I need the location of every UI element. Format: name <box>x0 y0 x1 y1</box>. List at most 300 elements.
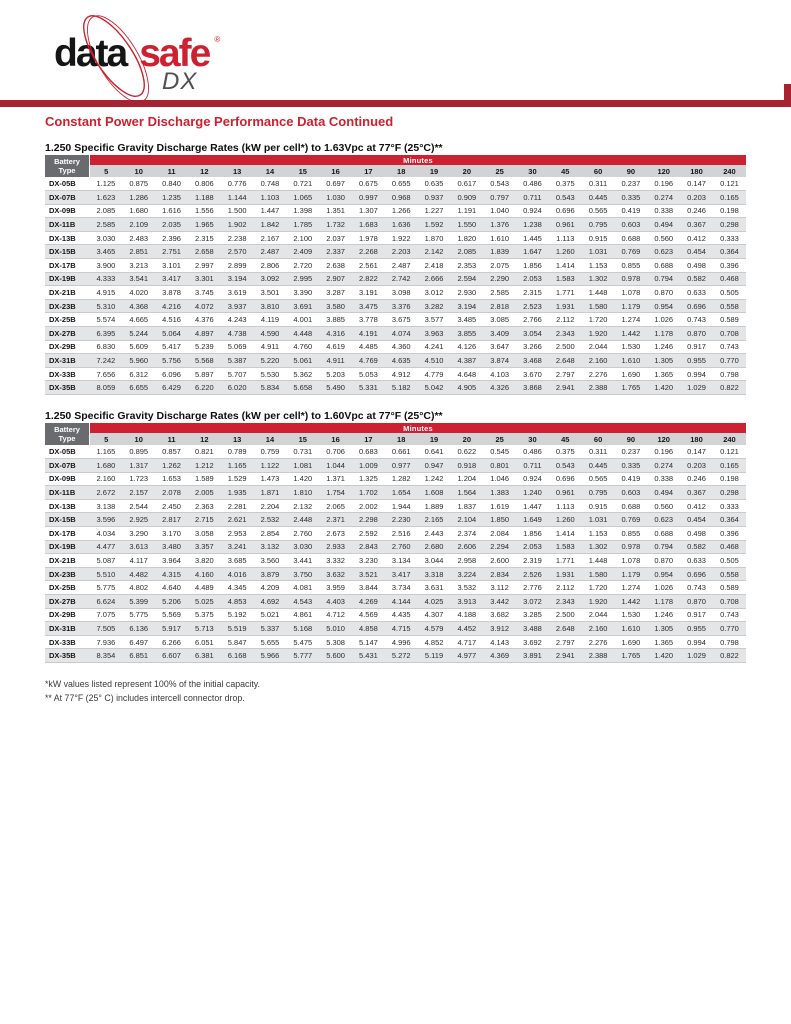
table-row <box>45 513 746 527</box>
value-cell: 4.316 <box>319 327 352 341</box>
value-cell: 1.448 <box>582 554 615 568</box>
value-cell: 0.367 <box>680 486 713 500</box>
value-cell: 5.431 <box>352 649 385 663</box>
value-cell: 3.376 <box>385 299 418 313</box>
value-cell: 0.870 <box>680 595 713 609</box>
value-cell: 2.715 <box>188 513 221 527</box>
value-cell: 4.326 <box>483 381 516 395</box>
value-cell: 0.543 <box>483 177 516 191</box>
value-cell: 2.592 <box>352 527 385 541</box>
value-cell: 5.609 <box>122 340 155 354</box>
value-cell: 1.754 <box>319 486 352 500</box>
value-cell: 7.505 <box>90 622 123 636</box>
value-cell: 1.931 <box>549 567 582 581</box>
battery-type-cell: DX-31B <box>45 622 90 636</box>
value-cell: 2.396 <box>155 231 188 245</box>
value-cell: 2.532 <box>254 513 287 527</box>
value-cell: 2.907 <box>319 272 352 286</box>
table-row <box>45 327 746 341</box>
value-cell: 3.318 <box>418 567 451 581</box>
value-cell: 2.448 <box>286 513 319 527</box>
battery-type-cell: DX-13B <box>45 499 90 513</box>
value-cell: 1.235 <box>155 191 188 205</box>
value-cell: 2.585 <box>483 286 516 300</box>
value-cell: 4.692 <box>254 595 287 609</box>
minute-column-header: 17 <box>352 433 385 445</box>
value-cell: 0.770 <box>713 354 746 368</box>
value-cell: 4.543 <box>286 595 319 609</box>
value-cell: 4.779 <box>418 367 451 381</box>
value-cell: 1.103 <box>254 191 287 205</box>
value-cell: 4.516 <box>155 313 188 327</box>
value-cell: 7.656 <box>90 367 123 381</box>
value-cell: 1.529 <box>221 472 254 486</box>
value-cell: 2.104 <box>450 513 483 527</box>
battery-type-cell: DX-17B <box>45 259 90 273</box>
value-cell: 1.040 <box>483 204 516 218</box>
minute-column-header: 18 <box>385 433 418 445</box>
value-cell: 3.855 <box>450 327 483 341</box>
minute-column-header: 5 <box>90 433 123 445</box>
value-cell: 2.315 <box>188 231 221 245</box>
table-row <box>45 218 746 232</box>
value-cell: 1.580 <box>582 567 615 581</box>
value-cell: 3.675 <box>385 313 418 327</box>
value-cell: 0.789 <box>221 445 254 459</box>
value-cell: 3.488 <box>516 622 549 636</box>
value-cell: 1.246 <box>647 608 680 622</box>
value-cell: 2.925 <box>122 513 155 527</box>
table-row <box>45 486 746 500</box>
value-cell: 0.688 <box>647 259 680 273</box>
value-cell: 4.452 <box>450 622 483 636</box>
value-cell: 5.021 <box>254 608 287 622</box>
table-row <box>45 445 746 459</box>
value-cell: 2.363 <box>188 499 221 513</box>
value-cell: 1.870 <box>418 231 451 245</box>
value-cell: 0.203 <box>680 459 713 473</box>
value-cell: 1.720 <box>582 581 615 595</box>
minute-column-header: 15 <box>286 433 319 445</box>
value-cell: 5.331 <box>352 381 385 395</box>
value-cell: 1.274 <box>615 313 648 327</box>
value-cell: 0.335 <box>615 459 648 473</box>
value-cell: 1.260 <box>549 245 582 259</box>
value-cell: 3.750 <box>286 567 319 581</box>
battery-type-cell: DX-09B <box>45 472 90 486</box>
value-cell: 5.966 <box>254 649 287 663</box>
value-cell: 5.568 <box>188 354 221 368</box>
value-cell: 0.909 <box>450 191 483 205</box>
value-cell: 8.059 <box>90 381 123 395</box>
value-cell: 4.144 <box>385 595 418 609</box>
minute-column-header: 13 <box>221 433 254 445</box>
value-cell: 5.310 <box>90 299 123 313</box>
value-cell: 1.732 <box>319 218 352 232</box>
value-cell: 4.489 <box>188 581 221 595</box>
value-cell: 0.978 <box>615 272 648 286</box>
value-cell: 3.778 <box>352 313 385 327</box>
value-cell: 4.143 <box>483 635 516 649</box>
value-cell: 0.870 <box>647 554 680 568</box>
value-cell: 3.301 <box>188 272 221 286</box>
value-cell: 2.561 <box>352 259 385 273</box>
value-cell: 0.870 <box>647 286 680 300</box>
battery-type-cell: DX-15B <box>45 245 90 259</box>
value-cell: 1.765 <box>615 649 648 663</box>
value-cell: 3.685 <box>221 554 254 568</box>
minute-column-header: 30 <box>516 165 549 177</box>
value-cell: 2.290 <box>483 272 516 286</box>
value-cell: 3.879 <box>254 567 287 581</box>
value-cell: 0.468 <box>713 540 746 554</box>
value-cell: 3.132 <box>254 540 287 554</box>
value-cell: 0.947 <box>418 459 451 473</box>
value-cell: 1.920 <box>582 595 615 609</box>
value-cell: 1.820 <box>450 231 483 245</box>
value-cell: 5.756 <box>155 354 188 368</box>
value-cell: 0.498 <box>680 259 713 273</box>
value-cell: 6.312 <box>122 367 155 381</box>
value-cell: 0.918 <box>450 459 483 473</box>
value-cell: 4.977 <box>450 649 483 663</box>
value-cell: 5.530 <box>254 367 287 381</box>
value-cell: 4.897 <box>188 327 221 341</box>
value-cell: 0.589 <box>713 313 746 327</box>
value-cell: 1.616 <box>155 204 188 218</box>
logo-word-safe: safe ® <box>139 32 219 75</box>
value-cell: 1.580 <box>582 299 615 313</box>
value-cell: 4.569 <box>352 608 385 622</box>
discharge-table-160vpc <box>45 423 746 663</box>
value-cell: 1.856 <box>516 527 549 541</box>
value-cell: 4.307 <box>418 608 451 622</box>
table-body <box>45 445 746 663</box>
value-cell: 1.965 <box>188 218 221 232</box>
value-cell: 0.338 <box>647 472 680 486</box>
value-cell: 0.582 <box>680 540 713 554</box>
value-cell: 5.475 <box>286 635 319 649</box>
value-cell: 6.051 <box>188 635 221 649</box>
value-cell: 5.658 <box>286 381 319 395</box>
value-cell: 1.785 <box>286 218 319 232</box>
value-cell: 6.136 <box>122 622 155 636</box>
value-cell: 1.500 <box>221 204 254 218</box>
footnotes <box>45 678 746 705</box>
value-cell: 4.369 <box>483 649 516 663</box>
value-cell: 2.112 <box>549 581 582 595</box>
value-cell: 1.078 <box>615 554 648 568</box>
minute-column-header: 5 <box>90 165 123 177</box>
value-cell: 6.851 <box>122 649 155 663</box>
value-cell: 1.619 <box>483 499 516 513</box>
value-cell: 0.633 <box>680 286 713 300</box>
value-cell: 4.209 <box>254 581 287 595</box>
value-cell: 3.885 <box>319 313 352 327</box>
value-cell: 1.944 <box>385 499 418 513</box>
value-cell: 2.157 <box>122 486 155 500</box>
value-cell: 1.026 <box>647 313 680 327</box>
value-cell: 5.847 <box>221 635 254 649</box>
value-cell: 0.505 <box>713 554 746 568</box>
value-cell: 2.930 <box>450 286 483 300</box>
value-cell: 2.680 <box>418 540 451 554</box>
value-cell: 2.751 <box>155 245 188 259</box>
value-cell: 1.044 <box>319 459 352 473</box>
value-cell: 0.375 <box>549 445 582 459</box>
value-cell: 0.375 <box>549 177 582 191</box>
value-cell: 5.417 <box>155 340 188 354</box>
value-cell: 5.917 <box>155 622 188 636</box>
value-cell: 0.622 <box>450 445 483 459</box>
value-cell: 1.307 <box>352 204 385 218</box>
minute-column-header: 90 <box>615 165 648 177</box>
value-cell: 0.543 <box>549 191 582 205</box>
minute-column-header: 12 <box>188 433 221 445</box>
value-cell: 1.238 <box>516 218 549 232</box>
minute-columns-row <box>45 433 746 445</box>
value-cell: 2.371 <box>319 513 352 527</box>
value-cell: 3.913 <box>450 595 483 609</box>
value-cell: 1.530 <box>615 608 648 622</box>
value-cell: 2.658 <box>188 245 221 259</box>
value-cell: 2.281 <box>221 499 254 513</box>
table-row <box>45 595 746 609</box>
value-cell: 5.025 <box>188 595 221 609</box>
value-cell: 0.396 <box>713 259 746 273</box>
value-cell: 0.795 <box>582 486 615 500</box>
value-cell: 1.420 <box>647 381 680 395</box>
value-cell: 5.244 <box>122 327 155 341</box>
value-cell: 5.713 <box>188 622 221 636</box>
value-cell: 0.364 <box>713 245 746 259</box>
table-row <box>45 472 746 486</box>
minute-column-header: 45 <box>549 165 582 177</box>
battery-type-cell: DX-19B <box>45 272 90 286</box>
value-cell: 1.589 <box>188 472 221 486</box>
value-cell: 2.319 <box>516 554 549 568</box>
value-cell: 5.053 <box>352 367 385 381</box>
value-cell: 1.376 <box>483 218 516 232</box>
minute-column-header: 13 <box>221 165 254 177</box>
table-row <box>45 635 746 649</box>
value-cell: 0.961 <box>549 218 582 232</box>
value-cell: 5.490 <box>319 381 352 395</box>
value-cell: 2.132 <box>286 499 319 513</box>
value-cell: 2.315 <box>516 286 549 300</box>
value-cell: 3.560 <box>254 554 287 568</box>
value-cell: 1.442 <box>615 327 648 341</box>
battery-type-cell: DX-11B <box>45 218 90 232</box>
value-cell: 4.717 <box>450 635 483 649</box>
value-cell: 5.600 <box>319 649 352 663</box>
value-cell: 2.085 <box>450 245 483 259</box>
value-cell: 0.688 <box>647 527 680 541</box>
value-cell: 4.912 <box>385 367 418 381</box>
value-cell: 6.624 <box>90 595 123 609</box>
value-cell: 1.420 <box>286 472 319 486</box>
value-cell: 6.655 <box>122 381 155 395</box>
table-row <box>45 286 746 300</box>
value-cell: 0.821 <box>188 445 221 459</box>
value-cell: 2.085 <box>90 204 123 218</box>
minute-column-header: 14 <box>254 433 287 445</box>
value-cell: 2.742 <box>385 272 418 286</box>
value-cell: 0.338 <box>647 204 680 218</box>
value-cell: 0.776 <box>221 177 254 191</box>
table-row <box>45 499 746 513</box>
value-cell: 0.560 <box>647 231 680 245</box>
value-cell: 1.920 <box>582 327 615 341</box>
value-cell: 2.526 <box>516 567 549 581</box>
logo-word-dx: DX <box>162 68 198 95</box>
value-cell: 1.653 <box>155 472 188 486</box>
table-header <box>45 423 746 445</box>
value-cell: 1.690 <box>615 367 648 381</box>
value-cell: 4.915 <box>90 286 123 300</box>
value-cell: 6.020 <box>221 381 254 395</box>
table-row <box>45 299 746 313</box>
value-cell: 0.545 <box>483 445 516 459</box>
value-cell: 3.959 <box>319 581 352 595</box>
value-cell: 3.332 <box>319 554 352 568</box>
datasafe-dx-logo <box>44 24 284 102</box>
battery-type-cell: DX-07B <box>45 191 90 205</box>
value-cell: 0.494 <box>647 486 680 500</box>
discharge-table-163vpc <box>45 155 746 395</box>
value-cell: 3.285 <box>516 608 549 622</box>
value-cell: 2.044 <box>582 608 615 622</box>
value-cell: 5.192 <box>221 608 254 622</box>
table-row <box>45 204 746 218</box>
value-cell: 7.936 <box>90 635 123 649</box>
value-cell: 2.053 <box>516 540 549 554</box>
table-row <box>45 231 746 245</box>
value-cell: 1.260 <box>549 513 582 527</box>
value-cell: 1.810 <box>286 486 319 500</box>
value-cell: 0.364 <box>713 513 746 527</box>
value-cell: 0.875 <box>122 177 155 191</box>
value-cell: 0.558 <box>713 299 746 313</box>
value-cell: 1.902 <box>221 218 254 232</box>
battery-type-cell: DX-33B <box>45 635 90 649</box>
value-cell: 2.933 <box>319 540 352 554</box>
value-cell: 0.565 <box>582 204 615 218</box>
value-cell: 3.480 <box>155 540 188 554</box>
value-cell: 0.246 <box>680 472 713 486</box>
value-cell: 1.305 <box>647 622 680 636</box>
value-cell: 1.610 <box>615 622 648 636</box>
value-cell: 0.419 <box>615 204 648 218</box>
value-cell: 3.745 <box>188 286 221 300</box>
value-cell: 0.711 <box>516 459 549 473</box>
value-cell: 1.771 <box>549 286 582 300</box>
value-cell: 0.801 <box>483 459 516 473</box>
battery-type-cell: DX-21B <box>45 554 90 568</box>
value-cell: 4.482 <box>122 567 155 581</box>
value-cell: 5.272 <box>385 649 418 663</box>
value-cell: 0.445 <box>582 459 615 473</box>
value-cell: 2.160 <box>90 472 123 486</box>
value-cell: 0.708 <box>713 595 746 609</box>
footnote-temperature: ** At 77°F (25° C) includes intercell connector drop. <box>45 692 245 703</box>
value-cell: 3.691 <box>286 299 319 313</box>
table-row <box>45 459 746 473</box>
value-cell: 1.765 <box>615 381 648 395</box>
battery-type-cell: DX-35B <box>45 649 90 663</box>
value-cell: 0.198 <box>713 204 746 218</box>
value-cell: 4.590 <box>254 327 287 341</box>
value-cell: 4.103 <box>483 367 516 381</box>
value-cell: 1.771 <box>549 554 582 568</box>
value-cell: 4.074 <box>385 327 418 341</box>
value-cell: 0.770 <box>713 622 746 636</box>
value-cell: 1.125 <box>90 177 123 191</box>
battery-type-cell: DX-19B <box>45 540 90 554</box>
value-cell: 2.818 <box>483 299 516 313</box>
value-cell: 5.387 <box>221 354 254 368</box>
value-cell: 2.834 <box>483 567 516 581</box>
value-cell: 3.092 <box>254 272 287 286</box>
value-cell: 2.276 <box>582 367 615 381</box>
value-cell: 4.435 <box>385 608 418 622</box>
value-cell: 0.806 <box>188 177 221 191</box>
value-cell: 3.213 <box>122 259 155 273</box>
value-cell: 0.937 <box>418 191 451 205</box>
value-cell: 4.738 <box>221 327 254 341</box>
minute-columns-row <box>45 165 746 177</box>
value-cell: 5.239 <box>188 340 221 354</box>
value-cell: 1.242 <box>418 472 451 486</box>
value-cell: 3.631 <box>418 581 451 595</box>
value-cell: 3.409 <box>483 327 516 341</box>
value-cell: 2.995 <box>286 272 319 286</box>
battery-type-cell: DX-11B <box>45 486 90 500</box>
value-cell: 6.220 <box>188 381 221 395</box>
value-cell: 4.315 <box>155 567 188 581</box>
value-cell: 0.997 <box>352 191 385 205</box>
value-cell: 3.577 <box>418 313 451 327</box>
battery-type-cell: DX-17B <box>45 527 90 541</box>
value-cell: 1.583 <box>549 272 582 286</box>
table-header <box>45 155 746 177</box>
value-cell: 3.912 <box>483 622 516 636</box>
value-cell: 0.419 <box>615 472 648 486</box>
value-cell: 3.900 <box>90 259 123 273</box>
value-cell: 4.333 <box>90 272 123 286</box>
value-cell: 1.351 <box>319 204 352 218</box>
value-cell: 0.237 <box>615 177 648 191</box>
table-row <box>45 554 746 568</box>
battery-type-cell: DX-05B <box>45 177 90 191</box>
value-cell: 2.500 <box>549 608 582 622</box>
value-cell: 0.915 <box>582 231 615 245</box>
value-cell: 3.230 <box>352 554 385 568</box>
value-cell: 0.203 <box>680 191 713 205</box>
value-cell: 3.191 <box>352 286 385 300</box>
value-cell: 1.839 <box>483 245 516 259</box>
value-cell: 0.994 <box>680 635 713 649</box>
battery-type-cell: DX-27B <box>45 327 90 341</box>
value-cell: 1.702 <box>352 486 385 500</box>
value-cell: 4.360 <box>385 340 418 354</box>
value-cell: 6.607 <box>155 649 188 663</box>
battery-type-cell: DX-15B <box>45 513 90 527</box>
value-cell: 4.160 <box>188 567 221 581</box>
value-cell: 0.675 <box>352 177 385 191</box>
table-row <box>45 567 746 581</box>
value-cell: 0.968 <box>385 191 418 205</box>
